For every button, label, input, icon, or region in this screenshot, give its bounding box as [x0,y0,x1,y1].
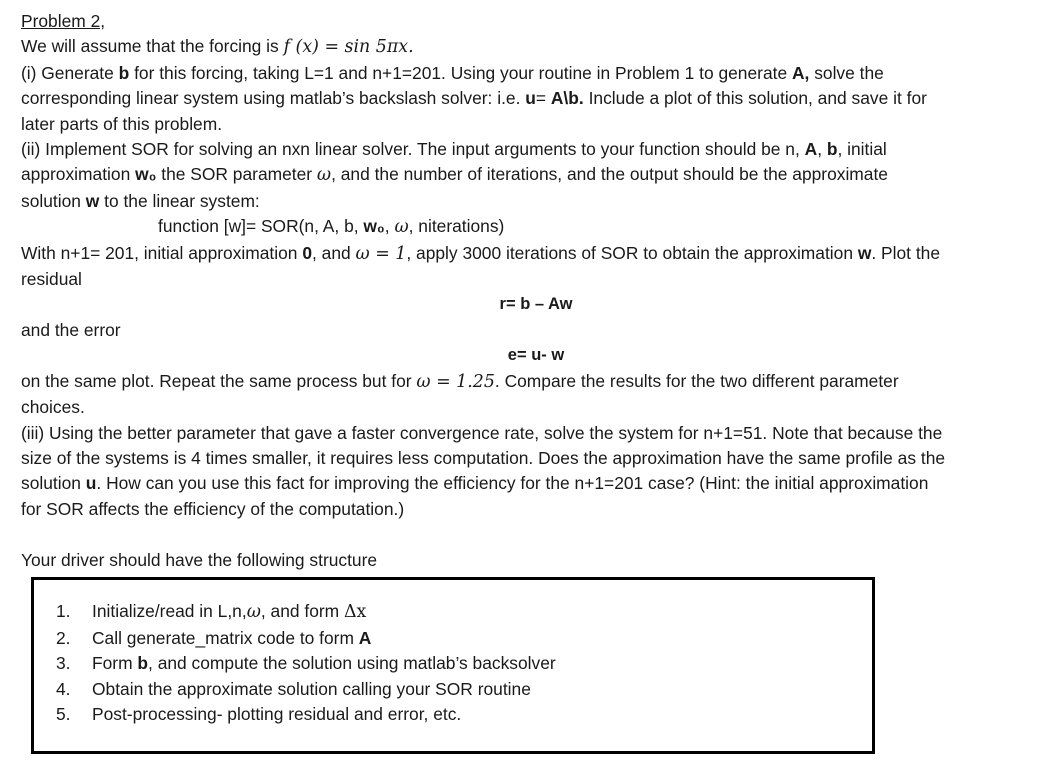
and-error-text: and the error [21,319,121,340]
part1-line1: (i) Generate b for this forcing, taking L=1 and n+1=201. Using your routine in Problem 1 to generate A, solve the [21,62,884,83]
list-item: 4. Obtain the approximate solution calling your SOR routine [56,678,531,699]
forcing-statement: We will assume that the forcing is f (x) = sin 5πx. [21,36,414,58]
driver-structure-box [31,577,875,754]
part1-line2: corresponding linear system using matlab’s backslash solver: i.e. u= A\b. Include a plot of this solution, and save it for [21,88,927,109]
part2-line-with: With n+1= 201, initial approximation 0, and ω = 1, apply 3000 iterations of SOR to obtain the approximation w. Plot the [21,242,941,264]
list-item: 2. Call generate_matrix code to form A [56,627,372,648]
residual-word: residual [21,269,82,290]
driver-intro: Your driver should have the following structure [21,549,378,570]
part3-line3: solution u. How can you use this fact for improving the efficiency for the n+1=201 case? (Hint: the initial approximation [21,473,929,494]
part1-line3: later parts of this problem. [21,113,223,134]
list-item: 5. Post-processing- plotting residual and error, etc. [56,704,462,725]
driver-steps-list [56,599,556,728]
part2-same-plot: on the same plot. Repeat the same process but for ω = 1.25. Compare the results for the two different parameter [21,370,899,392]
part2-line2: approximation w₀ the SOR parameter ω, and the number of iterations, and the output should be the approximate [21,164,888,186]
problem-title: Problem 2, [21,11,106,31]
residual-equation: r= b – Aw [499,295,573,314]
list-item: 3. Form b, and compute the solution using matlab’s backsolver [56,653,556,674]
forcing-equation: f (x) = sin 5πx. [283,37,414,58]
problem-document [21,9,1051,573]
part2-line1: (ii) Implement SOR for solving an nxn linear solver. The input arguments to your function should be n, A, b, initial [21,139,887,160]
part3-line2: size of the systems is 4 times smaller, it requires less computation. Does the approximation have the same profile as the [21,447,946,468]
part3-line4: for SOR affects the efficiency of the computation.) [21,498,405,519]
part3-line1: (iii) Using the better parameter that gave a faster convergence rate, solve the system for n+1=51. Note that because the [21,422,943,443]
error-equation: e= u- w [507,346,565,365]
choices-text: choices. [21,397,85,418]
list-item: 1. Initialize/read in L,n,ω, and form Δx [56,601,367,622]
function-signature: function [w]= SOR(n, A, b, w₀, ω, niterations) [158,216,505,238]
blank-line [21,522,1051,547]
part2-line3: solution w to the linear system: [21,190,260,211]
